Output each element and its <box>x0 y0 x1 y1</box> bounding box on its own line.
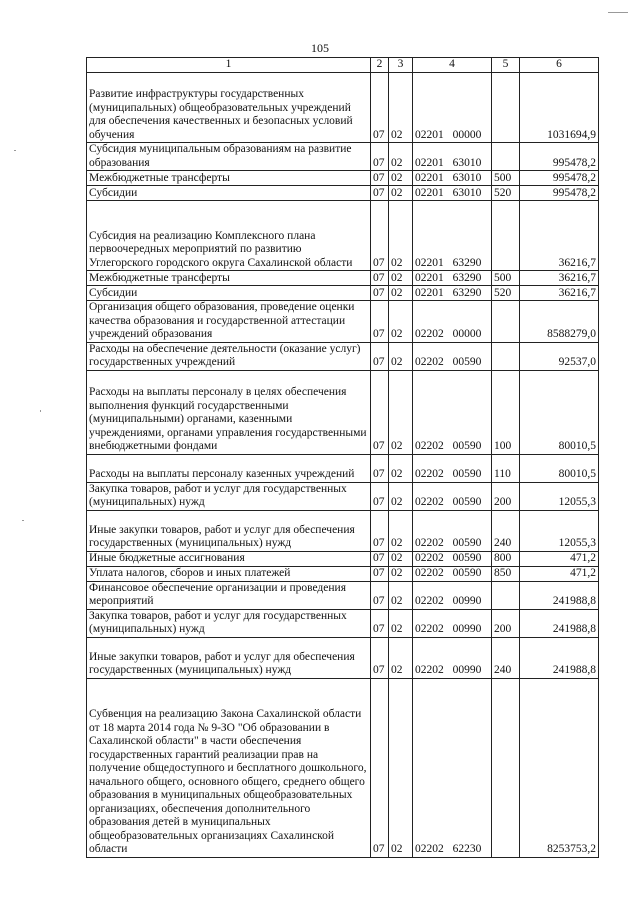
subsection-code: 02 <box>389 370 413 454</box>
table-row <box>87 370 599 454</box>
section-code: 07 <box>371 581 389 609</box>
amount: 995478,2 <box>520 186 599 201</box>
expense-type-code: 800 <box>492 551 520 566</box>
table-row <box>87 566 599 581</box>
target-item-code: 02202 00590 <box>413 370 492 454</box>
expense-type-code: 500 <box>492 171 520 186</box>
target-item-code: 02201 63290 <box>413 271 492 286</box>
amount: 241988,8 <box>520 581 599 609</box>
row-name: Иные бюджетные ассигнования <box>87 551 371 566</box>
expense-type-code: 850 <box>492 566 520 581</box>
column-header-1: 1 <box>87 58 371 73</box>
table-row <box>87 482 599 510</box>
table-row <box>87 286 599 301</box>
subsection-code: 02 <box>389 609 413 637</box>
subsection-code: 02 <box>389 482 413 510</box>
row-name: Закупка товаров, работ и услуг для государственных (муниципальных) нужд <box>87 482 371 510</box>
row-name: Межбюджетные трансферты <box>87 271 371 286</box>
amount: 36216,7 <box>520 286 599 301</box>
subsection-code: 02 <box>389 301 413 343</box>
row-name: Расходы на обеспечение деятельности (оказание услуг) государственных учреждений <box>87 342 371 370</box>
table-row <box>87 342 599 370</box>
expense-type-code: 500 <box>492 271 520 286</box>
target-item-code: 02202 00990 <box>413 609 492 637</box>
row-name: Субсидии <box>87 186 371 201</box>
amount: 1031694,9 <box>520 73 599 143</box>
scan-speck <box>22 520 24 521</box>
column-header-5: 5 <box>492 58 520 73</box>
subsection-code: 02 <box>389 454 413 482</box>
section-code: 07 <box>371 482 389 510</box>
target-item-code: 02202 00990 <box>413 581 492 609</box>
scan-speck <box>608 12 628 13</box>
section-code: 07 <box>371 609 389 637</box>
expense-type-code: 200 <box>492 482 520 510</box>
table-row <box>87 186 599 201</box>
scan-speck <box>40 410 41 412</box>
target-item-code: 02202 00590 <box>413 454 492 482</box>
column-header-2: 2 <box>371 58 389 73</box>
section-code: 07 <box>371 171 389 186</box>
subsection-code: 02 <box>389 143 413 171</box>
amount: 471,2 <box>520 551 599 566</box>
target-item-code: 02202 00590 <box>413 482 492 510</box>
subsection-code: 02 <box>389 171 413 186</box>
target-item-code: 02201 63010 <box>413 143 492 171</box>
section-code: 07 <box>371 637 389 678</box>
target-item-code: 02201 63010 <box>413 186 492 201</box>
subsection-code: 02 <box>389 581 413 609</box>
amount: 8588279,0 <box>520 301 599 343</box>
table-row <box>87 454 599 482</box>
target-item-code: 02201 00000 <box>413 73 492 143</box>
subsection-code: 02 <box>389 678 413 857</box>
table-row <box>87 73 599 143</box>
row-name: Уплата налогов, сборов и иных платежей <box>87 566 371 581</box>
subsection-code: 02 <box>389 566 413 581</box>
subsection-code: 02 <box>389 637 413 678</box>
table-row <box>87 201 599 271</box>
table-row <box>87 581 599 609</box>
expense-type-code: 240 <box>492 510 520 551</box>
target-item-code: 02201 63010 <box>413 171 492 186</box>
column-header-6: 6 <box>520 58 599 73</box>
amount: 92537,0 <box>520 342 599 370</box>
section-code: 07 <box>371 342 389 370</box>
section-code: 07 <box>371 370 389 454</box>
subsection-code: 02 <box>389 551 413 566</box>
expense-type-code: 520 <box>492 286 520 301</box>
table-row <box>87 637 599 678</box>
amount: 241988,8 <box>520 609 599 637</box>
expense-type-code: 200 <box>492 609 520 637</box>
row-name: Организация общего образования, проведение оценки качества образования и государственной аттестации учреждений образования <box>87 301 371 343</box>
target-item-code: 02202 00990 <box>413 637 492 678</box>
subsection-code: 02 <box>389 73 413 143</box>
row-name: Субсидия муниципальным образованиям на развитие образования <box>87 143 371 171</box>
expense-type-code: 100 <box>492 370 520 454</box>
section-code: 07 <box>371 678 389 857</box>
expense-type-code <box>492 581 520 609</box>
row-name: Развитие инфраструктуры государственных (муниципальных) общеобразовательных учреждений для обеспечения качественных и безопасных условий обучения <box>87 73 371 143</box>
expense-type-code <box>492 678 520 857</box>
expense-type-code <box>492 201 520 271</box>
target-item-code: 02201 63290 <box>413 201 492 271</box>
subsection-code: 02 <box>389 271 413 286</box>
target-item-code: 02202 00590 <box>413 566 492 581</box>
section-code: 07 <box>371 454 389 482</box>
target-item-code: 02202 00000 <box>413 301 492 343</box>
amount: 80010,5 <box>520 454 599 482</box>
section-code: 07 <box>371 286 389 301</box>
expense-type-code: 240 <box>492 637 520 678</box>
row-name: Расходы на выплаты персоналу казенных учреждений <box>87 454 371 482</box>
amount: 12055,3 <box>520 510 599 551</box>
row-name: Финансовое обеспечение организации и проведения мероприятий <box>87 581 371 609</box>
subsection-code: 02 <box>389 510 413 551</box>
row-name: Субсидии <box>87 286 371 301</box>
row-name: Иные закупки товаров, работ и услуг для обеспечения государственных (муниципальных) нужд <box>87 637 371 678</box>
amount: 80010,5 <box>520 370 599 454</box>
section-code: 07 <box>371 301 389 343</box>
target-item-code: 02201 63290 <box>413 286 492 301</box>
section-code: 07 <box>371 551 389 566</box>
section-code: 07 <box>371 73 389 143</box>
amount: 995478,2 <box>520 143 599 171</box>
table-row <box>87 551 599 566</box>
amount: 471,2 <box>520 566 599 581</box>
amount: 8253753,2 <box>520 678 599 857</box>
section-code: 07 <box>371 186 389 201</box>
row-name: Закупка товаров, работ и услуг для государственных (муниципальных) нужд <box>87 609 371 637</box>
subsection-code: 02 <box>389 201 413 271</box>
column-header-3: 3 <box>389 58 413 73</box>
table-row <box>87 609 599 637</box>
row-name: Расходы на выплаты персоналу в целях обеспечения выполнения функций государственными (муниципальными) органами, казенными учреждениями, органами управления государственными внебюджетными фондами <box>87 370 371 454</box>
table-row <box>87 510 599 551</box>
row-name: Субвенция на реализацию Закона Сахалинской области от 18 марта 2014 года № 9-ЗО "Об образовании в Сахалинской области" в части обеспечения государственных гарантий реализации прав на получение общедоступного и бесплатного дошкольного, начального общего, основного общего, среднего общего образования в муниципальных общеобразовательных организациях, обеспечения дополнительного образования детей в муниципальных общеобразовательных организациях Сахалинской области <box>87 678 371 857</box>
expense-type-code: 110 <box>492 454 520 482</box>
amount: 12055,3 <box>520 482 599 510</box>
section-code: 07 <box>371 566 389 581</box>
header-row <box>87 58 599 73</box>
column-header-4: 4 <box>413 58 492 73</box>
target-item-code: 02202 00590 <box>413 551 492 566</box>
section-code: 07 <box>371 143 389 171</box>
target-item-code: 02202 00590 <box>413 342 492 370</box>
table-row <box>87 143 599 171</box>
subsection-code: 02 <box>389 186 413 201</box>
page-number: 105 <box>311 41 329 55</box>
table-row <box>87 271 599 286</box>
section-code: 07 <box>371 271 389 286</box>
table-row <box>87 171 599 186</box>
amount: 36216,7 <box>520 271 599 286</box>
expense-type-code <box>492 342 520 370</box>
subsection-code: 02 <box>389 286 413 301</box>
table-row <box>87 678 599 857</box>
expense-type-code: 520 <box>492 186 520 201</box>
target-item-code: 02202 62230 <box>413 678 492 857</box>
budget-table <box>86 57 599 858</box>
section-code: 07 <box>371 201 389 271</box>
target-item-code: 02202 00590 <box>413 510 492 551</box>
subsection-code: 02 <box>389 342 413 370</box>
section-code: 07 <box>371 510 389 551</box>
amount: 995478,2 <box>520 171 599 186</box>
row-name: Иные закупки товаров, работ и услуг для обеспечения государственных (муниципальных) нужд <box>87 510 371 551</box>
amount: 241988,8 <box>520 637 599 678</box>
table-row <box>87 301 599 343</box>
expense-type-code <box>492 143 520 171</box>
amount: 36216,7 <box>520 201 599 271</box>
expense-type-code <box>492 301 520 343</box>
scan-speck <box>14 150 16 151</box>
expense-type-code <box>492 73 520 143</box>
row-name: Межбюджетные трансферты <box>87 171 371 186</box>
row-name: Субсидия на реализацию Комплексного плана первоочередных мероприятий по развитию Углегорского городского округа Сахалинской области <box>87 201 371 271</box>
